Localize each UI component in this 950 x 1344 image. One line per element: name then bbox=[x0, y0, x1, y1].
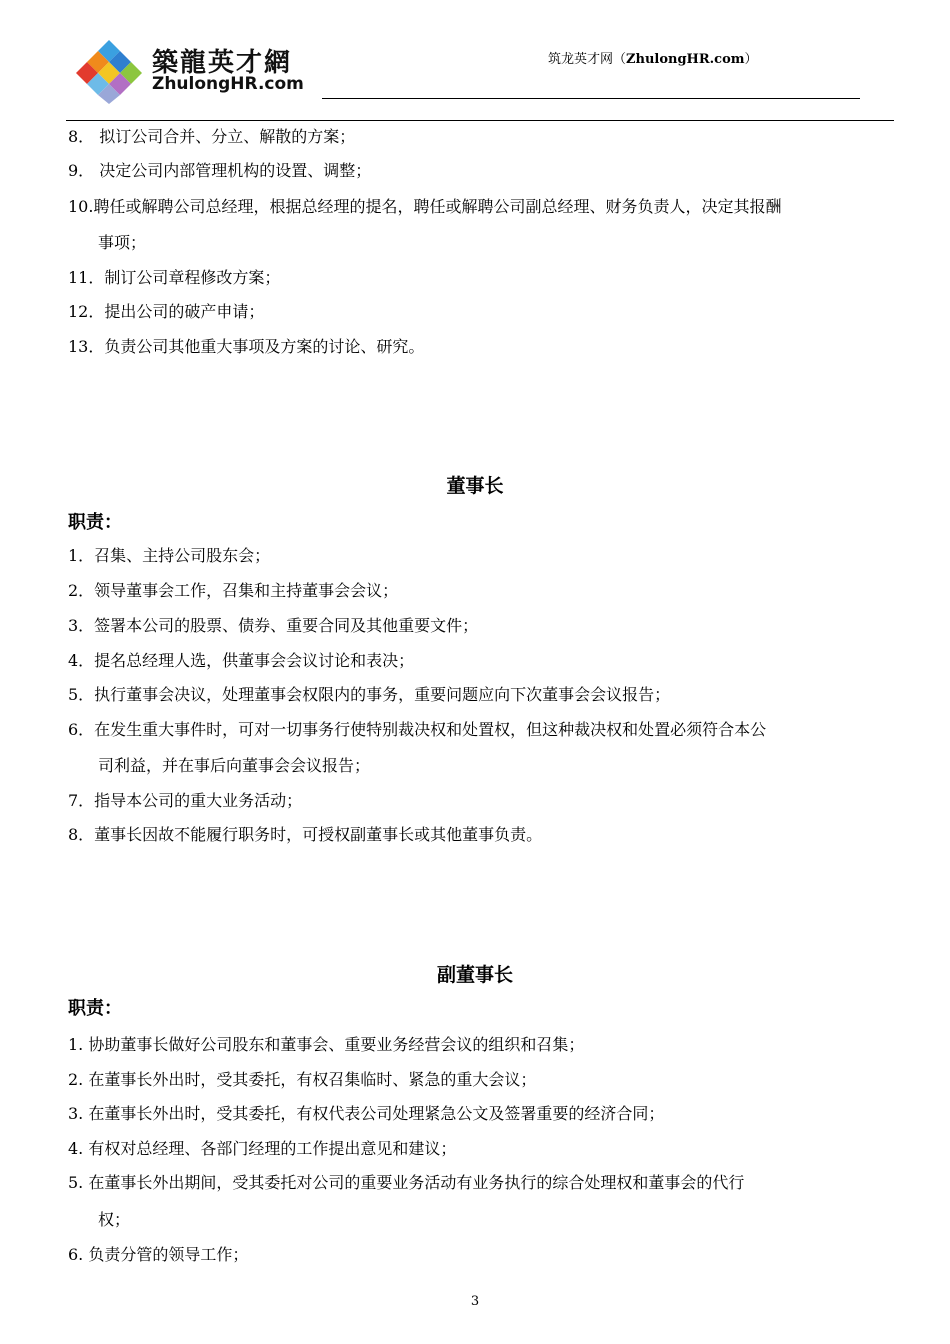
section-title-vice-chairman: 副董事长 bbox=[436, 964, 513, 986]
list-item: 5．执行董事会决议，处理董事会权限内的事务，重要问题应向下次董事会会议报告； bbox=[68, 685, 671, 704]
list-item: 2. 在董事长外出时，受其委托，有权召集临时、紧急的重大会议； bbox=[68, 1070, 537, 1089]
header-rule-long bbox=[66, 120, 894, 121]
section-title-chairman: 董事长 bbox=[446, 475, 504, 497]
list-item: 1. 协助董事长做好公司股东和董事会、重要业务经营会议的组织和召集； bbox=[68, 1035, 585, 1054]
list-item: 5. 在董事长外出期间，受其委托对公司的重要业务活动有业务执行的综合处理权和董事会的代行 bbox=[68, 1173, 745, 1192]
list-item: 9． 决定公司内部管理机构的设置、调整； bbox=[68, 161, 372, 180]
list-item: 10.聘任或解聘公司总经理，根据总经理的提名，聘任或解聘公司副总经理、财务负责人，决定其报酬 bbox=[68, 197, 782, 216]
list-item-continuation: 事项； bbox=[98, 233, 147, 252]
list-item: 4．提名总经理人选，供董事会会议讨论和表决； bbox=[68, 651, 415, 670]
logo-chinese-text: 築龍英才網 bbox=[152, 48, 293, 78]
duties-label: 职责： bbox=[68, 512, 122, 533]
list-item: 13．负责公司其他重大事项及方案的讨论、研究。 bbox=[68, 337, 425, 356]
header-rule-short bbox=[322, 98, 860, 99]
list-item: 6. 负责分管的领导工作； bbox=[68, 1245, 249, 1264]
header-site-name: 筑龙英才网（ZhulongHR.com） bbox=[548, 52, 758, 67]
page-number: 3 bbox=[470, 1294, 480, 1309]
list-item: 8． 拟订公司合并、分立、解散的方案； bbox=[68, 127, 356, 146]
page-header bbox=[0, 0, 950, 125]
list-item: 1．召集、主持公司股东会； bbox=[68, 546, 271, 565]
list-item: 12．提出公司的破产申请； bbox=[68, 302, 265, 321]
list-item: 7．指导本公司的重大业务活动； bbox=[68, 791, 303, 810]
list-item-continuation: 权； bbox=[98, 1210, 131, 1229]
zhulong-logo-icon bbox=[76, 38, 142, 104]
list-item: 4. 有权对总经理、各部门经理的工作提出意见和建议； bbox=[68, 1139, 457, 1158]
list-item: 3．签署本公司的股票、债券、重要合同及其他重要文件； bbox=[68, 616, 479, 635]
list-item-continuation: 司利益，并在事后向董事会会议报告； bbox=[98, 756, 371, 775]
list-item: 2．领导董事会工作，召集和主持董事会会议； bbox=[68, 581, 399, 600]
list-item: 6．在发生重大事件时，可对一切事务行使特别裁决权和处置权，但这种裁决权和处置必须符合本公 bbox=[68, 720, 767, 739]
list-item: 3. 在董事长外出时，受其委托，有权代表公司处理紧急公文及签署重要的经济合同； bbox=[68, 1104, 665, 1123]
duties-label: 职责： bbox=[68, 998, 122, 1019]
logo-english-text: ZhulongHR.com bbox=[152, 74, 304, 94]
list-item: 11．制订公司章程修改方案； bbox=[68, 268, 281, 287]
list-item: 8．董事长因故不能履行职务时，可授权副董事长或其他董事负责。 bbox=[68, 825, 543, 844]
